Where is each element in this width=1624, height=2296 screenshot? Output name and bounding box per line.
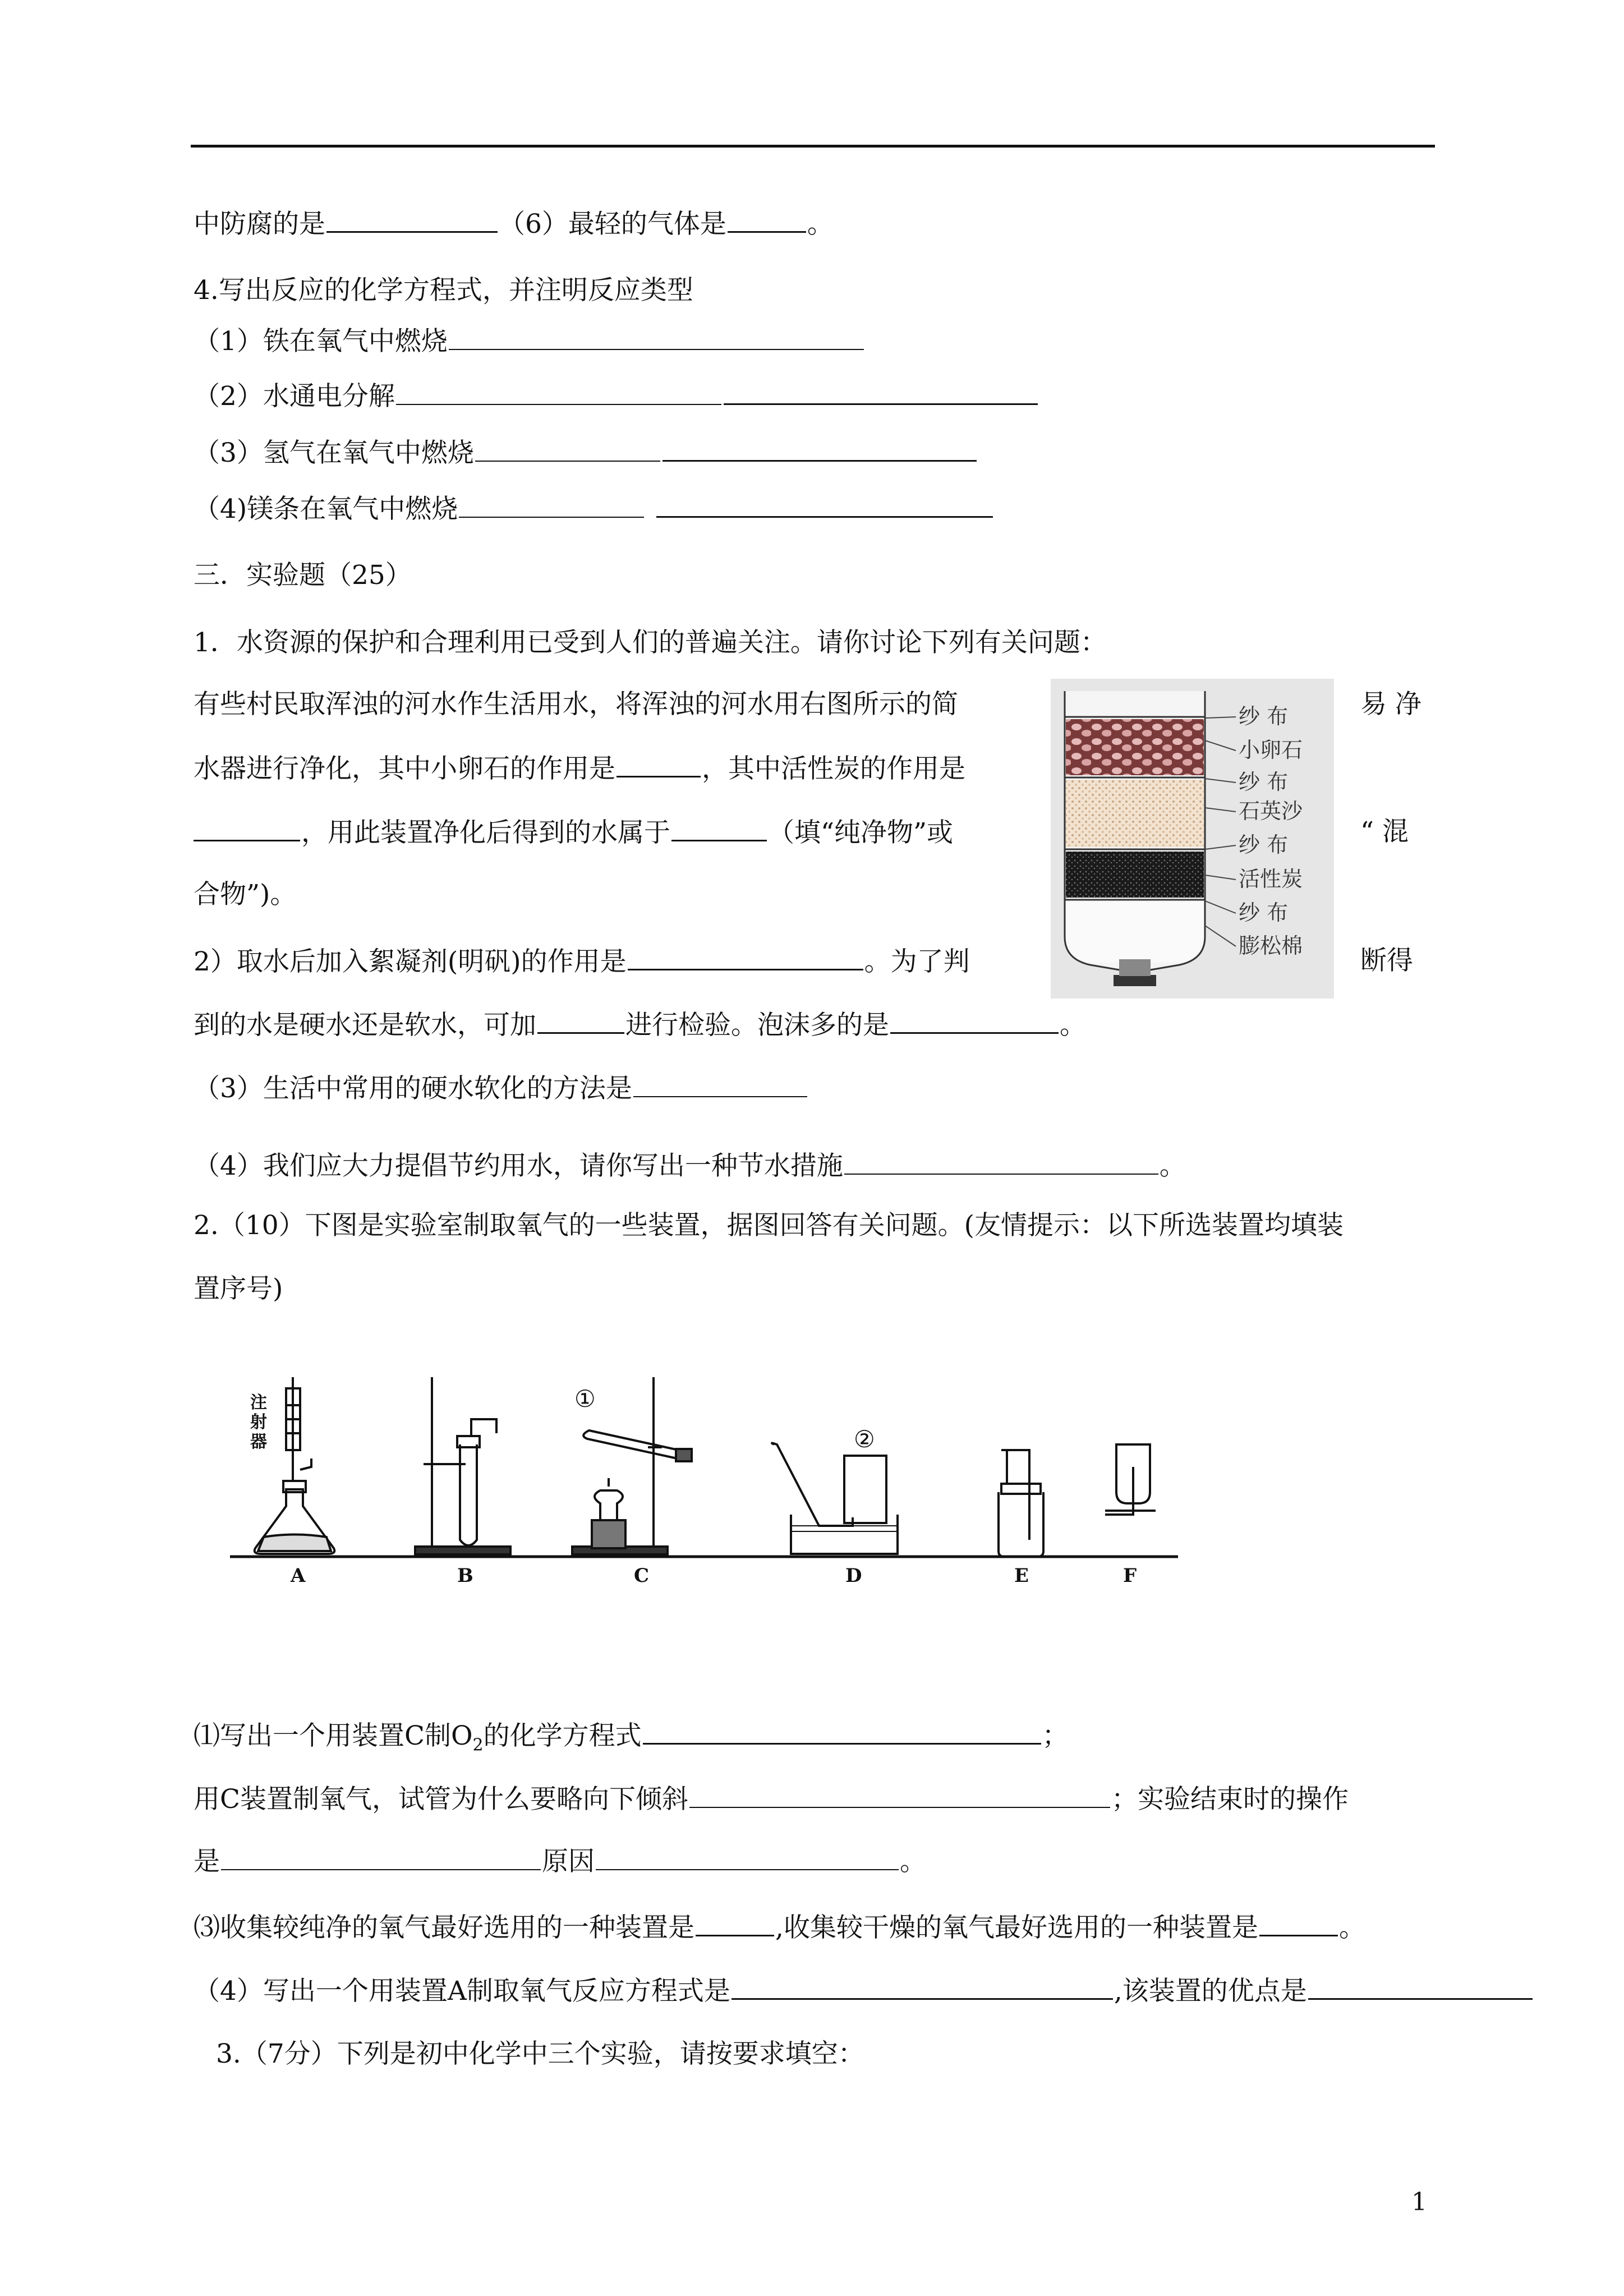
question-3: 3.（7分）下列是初中化学中三个实验，请按要求填空：: [216, 2039, 864, 2069]
label-f: F: [1123, 1565, 1137, 1587]
answer-2: 用C装置制氧气，试管为什么要略向下倾斜 ；实验结束时的操作: [194, 1782, 1349, 1816]
apparatus-d: [772, 1425, 898, 1554]
blank[interactable]: [537, 1007, 624, 1034]
exp-1-intro: 1．水资源的保护和合理利用已受到人们的普遍关注。请你讨论下列有关问题：: [194, 627, 1107, 658]
mark-1: ①: [574, 1385, 596, 1412]
blank[interactable]: [890, 1007, 1059, 1034]
blank[interactable]: [1259, 1910, 1338, 1936]
exp-2-line-1c: 断得: [1360, 945, 1413, 976]
exp-2-line-1: 2）取水后加入絮凝剂(明矾)的作用是 。为了判: [194, 944, 970, 979]
answer-1: ⑴写出一个用装置C制$O_2$的化学方程式 ；: [194, 1718, 1069, 1762]
blank[interactable]: [617, 751, 701, 777]
answer-5: （4）写出一个用装置A制取氧气反应方程式是 ,该装置的优点是: [194, 1973, 1534, 2008]
filter-label: 膨松棉: [1239, 933, 1303, 958]
exp-1-line-3c: “ 混: [1360, 816, 1409, 847]
filter-label: 活性炭: [1239, 867, 1303, 891]
blank[interactable]: [449, 324, 864, 350]
blank[interactable]: [459, 492, 644, 518]
filter-label: 小卵石: [1239, 738, 1303, 762]
filter-label: 纱 布: [1239, 832, 1289, 857]
blank[interactable]: [724, 379, 1038, 405]
answer-3: 是 原因 。: [194, 1844, 926, 1879]
question-4: 4.写出反应的化学方程式，并注明反应类型: [194, 275, 693, 306]
blank[interactable]: [663, 435, 977, 462]
label-e: E: [1014, 1565, 1029, 1587]
blank[interactable]: [633, 1071, 807, 1097]
question-2-line-1: 2.（10）下图是实验室制取氧气的一些装置，据图回答有关问题。(友情提示：以下所选装置均填装: [194, 1210, 1344, 1241]
blank[interactable]: [194, 815, 300, 841]
q4-item-4: （4)镁条在氧气中燃烧: [194, 491, 994, 526]
blank[interactable]: [689, 1782, 1110, 1808]
blank[interactable]: [696, 1910, 774, 1936]
filter-label: 石英沙: [1239, 799, 1303, 823]
sand-layer: [1066, 780, 1204, 847]
blank[interactable]: [221, 1844, 541, 1870]
label-b: B: [457, 1565, 473, 1587]
syringe-label: 器: [250, 1432, 267, 1452]
syringe-label: 注: [250, 1393, 267, 1412]
exp-4: （4）我们应大力提倡节约用水，请你写出一种节水措施 。: [194, 1149, 1186, 1183]
q4-item-3: （3）氢气在氧气中燃烧: [194, 435, 978, 470]
line-1: 中防腐的是 （6）最轻的气体是 。: [194, 206, 834, 241]
blank[interactable]: [844, 1149, 1158, 1175]
cotton-layer: [1066, 902, 1204, 963]
exp-1-line-1b: 易 净: [1360, 689, 1421, 720]
exp-1-line-2: 水器进行净化，其中小卵石的作用是 ，其中活性炭的作用是: [194, 751, 965, 786]
blank[interactable]: [326, 206, 498, 233]
q4-item-2: （2）水通电分解: [194, 379, 1039, 413]
blank[interactable]: [643, 1718, 1041, 1745]
filter-label: 纱 布: [1239, 900, 1289, 925]
blank[interactable]: [475, 436, 660, 462]
label-d: D: [845, 1565, 862, 1587]
page-number: 1: [1411, 2188, 1427, 2216]
blank[interactable]: [671, 815, 767, 841]
blank[interactable]: [396, 379, 721, 405]
exp-1-line-4: 合物”)。: [194, 879, 297, 910]
pebble-layer: [1066, 719, 1204, 775]
filter-label: 纱 布: [1239, 704, 1289, 729]
nozzle: [1114, 975, 1156, 986]
label-a: A: [291, 1565, 306, 1587]
lab-apparatus-figure: [230, 1366, 1184, 1590]
blank[interactable]: [732, 1973, 1113, 2000]
answer-4: ⑶收集较纯净的氧气最好选用的一种装置是 ,收集较干燥的氧气最好选用的一种装置是 。: [194, 1910, 1365, 1945]
apparatus-a: [250, 1377, 334, 1554]
syringe-label: 射: [250, 1412, 267, 1432]
exp-1-line-3: ，用此装置净化后得到的水属于 （填“纯净物”或: [194, 815, 953, 850]
blank[interactable]: [596, 1844, 899, 1870]
blank[interactable]: [1308, 1973, 1533, 2000]
blank[interactable]: [728, 206, 806, 233]
apparatus-b: [415, 1377, 510, 1554]
nozzle-cap: [1119, 959, 1151, 976]
header-rule: [191, 145, 1435, 148]
blank[interactable]: [628, 944, 863, 970]
filter-label: 纱 布: [1239, 770, 1289, 794]
exp-1-line-1a: 有些村民取浑浊的河水作生活用水，将浑浊的河水用右图所示的简: [194, 689, 958, 720]
label-c: C: [634, 1565, 650, 1587]
exp-3: （3）生活中常用的硬水软化的方法是: [194, 1071, 808, 1106]
apparatus-c: [572, 1377, 692, 1554]
water-filter-figure: [1051, 679, 1334, 999]
apparatus-e: [999, 1450, 1043, 1557]
exp-2-line-2: 到的水是硬水还是软水，可加 进行检验。泡沫多的是 。: [194, 1007, 1086, 1042]
apparatus-f: [1105, 1444, 1156, 1515]
mark-2: ②: [854, 1425, 875, 1453]
q4-item-1: （1）铁在氧气中燃烧: [194, 324, 865, 358]
question-2-line-2: 置序号): [194, 1273, 283, 1304]
blank[interactable]: [656, 491, 993, 518]
carbon-layer: [1066, 852, 1204, 898]
section-3-title: 三．实验题（25）: [194, 560, 412, 591]
